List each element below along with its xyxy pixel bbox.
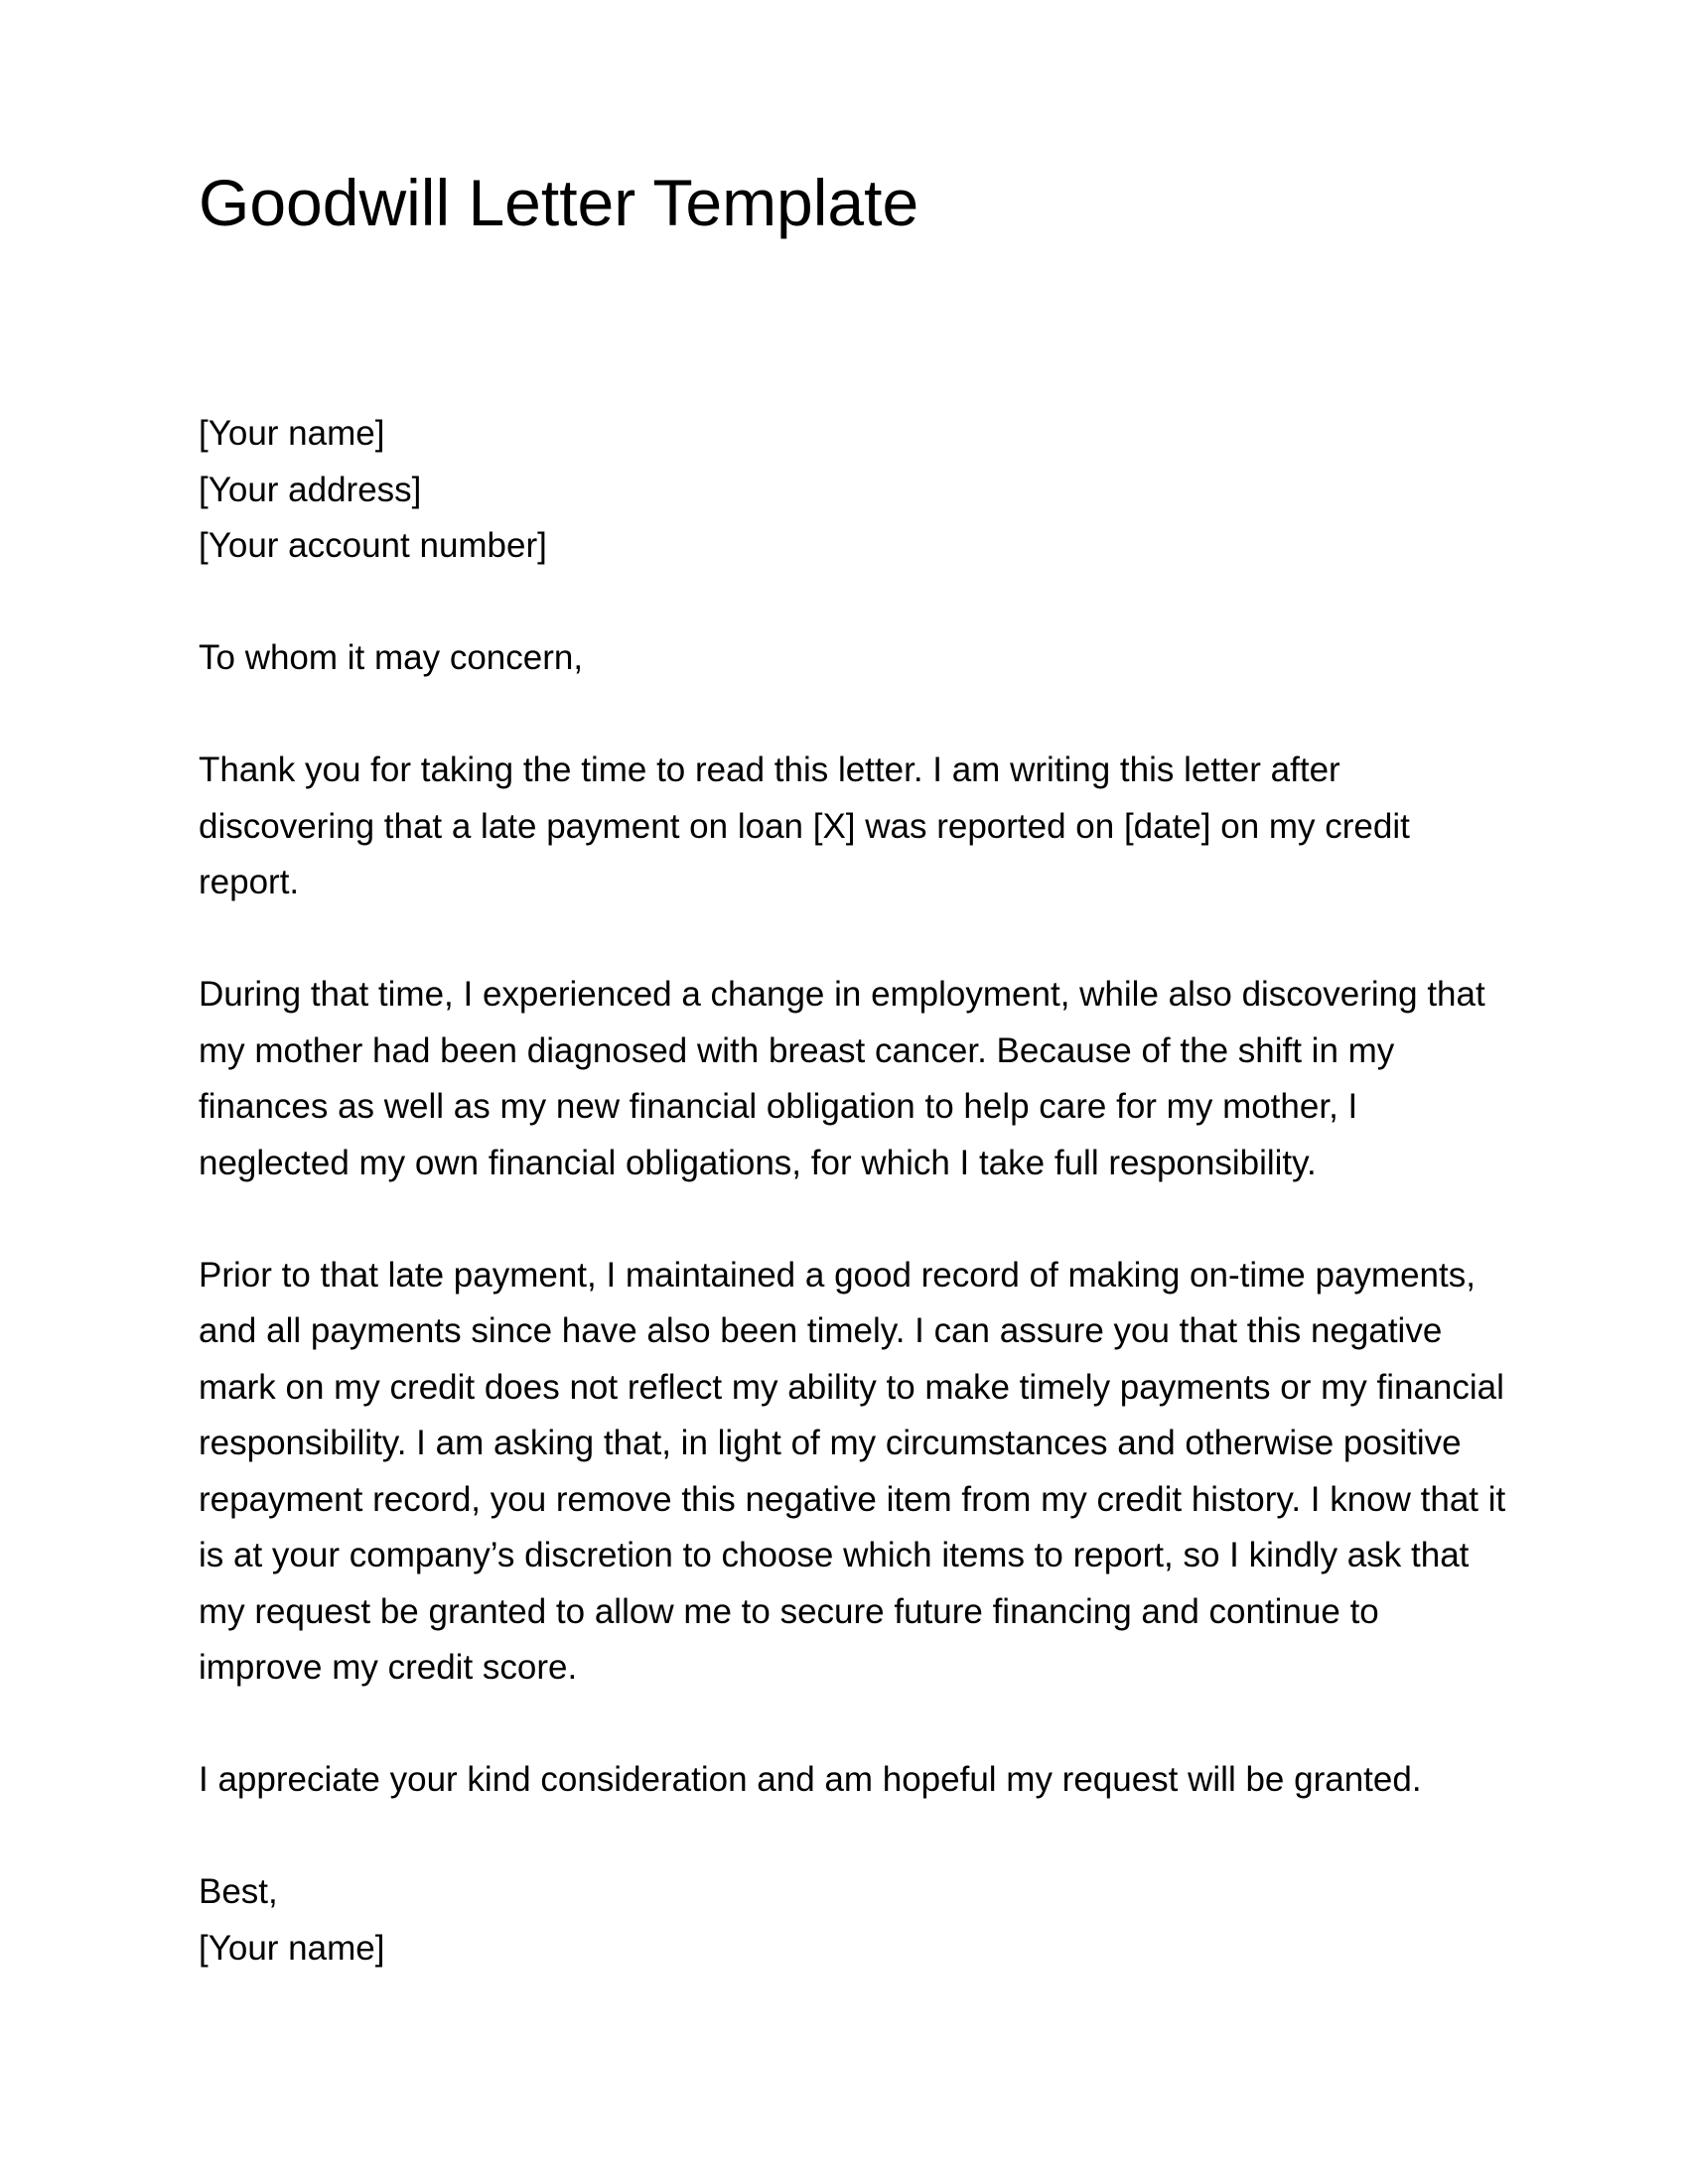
spacer bbox=[199, 575, 1509, 631]
spacer bbox=[199, 687, 1509, 744]
paragraph-intro: Thank you for taking the time to read this letter. I am writing this letter after discovering that a late payment on loan [X] was reported on [date] on my credit report. bbox=[199, 751, 1410, 901]
signature-name: [Your name] bbox=[199, 1928, 385, 1968]
sender-account-number: [Your account number] bbox=[199, 526, 547, 565]
sender-block bbox=[199, 406, 1509, 575]
salutation: To whom it may concern, bbox=[199, 638, 584, 677]
document-title: Goodwill Letter Template bbox=[199, 166, 919, 239]
closing: Best, bbox=[199, 1872, 278, 1911]
spacer bbox=[199, 1809, 1509, 1865]
spacer bbox=[199, 1191, 1509, 1248]
paragraph-request: Prior to that late payment, I maintained a good record of making on-time payments, and all payments since have also been timely. I can assure you that this negative mark on my credit does not reflect my ability to make timely payments or my financial responsibility. I am asking that, in light of my circumstances and otherwise positive repayment record, you remove this negative item from my credit history. I know that it is at your company’s discretion to choose which items to report, so I kindly ask that my request be granted to allow me to secure future financing and continue to improve my credit score. bbox=[199, 1255, 1506, 1687]
paragraph-appreciation: I appreciate your kind consideration and am hopeful my request will be granted. bbox=[199, 1760, 1422, 1799]
letter-body bbox=[199, 406, 1509, 1977]
sender-name: [Your name] bbox=[199, 414, 385, 453]
sender-address: [Your address] bbox=[199, 470, 422, 509]
paragraph-circumstances: During that time, I experienced a change in employment, while also discovering that my mother had been diagnosed with breast cancer. Because of the shift in my finances as well as my new financial obligation to help care for my mother, I neglected my own financial obligations, for which I take full responsibility. bbox=[199, 975, 1485, 1182]
spacer bbox=[199, 911, 1509, 968]
spacer bbox=[199, 1697, 1509, 1753]
